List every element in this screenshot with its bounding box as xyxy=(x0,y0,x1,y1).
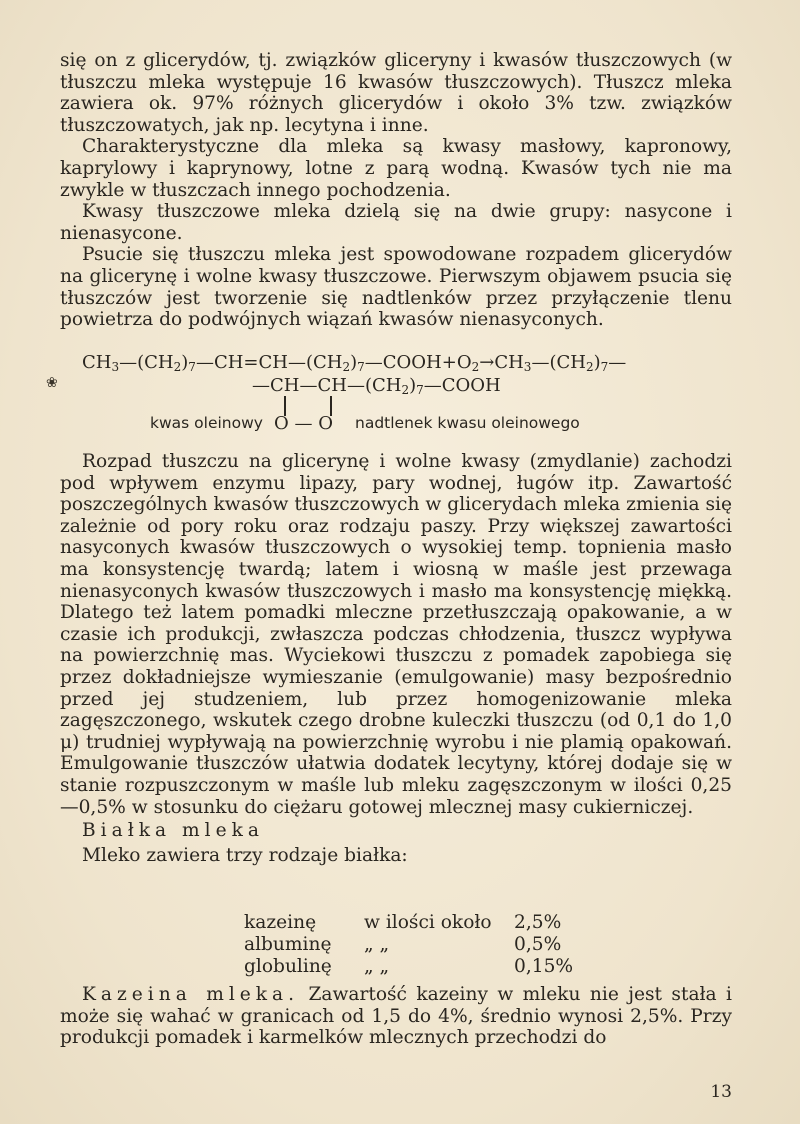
paragraph-protein-intro: Mleko zawiera trzy rodzaje białka: xyxy=(82,844,408,866)
page-number: 13 xyxy=(710,1082,732,1102)
body-text-lower xyxy=(60,451,732,866)
body-text xyxy=(60,50,732,331)
table-row: albuminę „ „ 0,5% xyxy=(244,934,562,955)
chemical-equation-line-2: $—CH—CH—(CH_2)_7—COOH$ xyxy=(252,375,501,397)
paragraph-spoilage: Psucie się tłuszczu mleka jest spowodowane rozpadem glicerydów na glicerynę i wolne kwasy tłuszczowe. Pierwszym objawem psucia się tłuszczów jest tworzenie się nadtlenków przez przyłączenie tlenu powietrza do podwójnych wiązań kwasów nienasyconych. xyxy=(60,244,732,331)
peroxide-bridge: O — O xyxy=(274,413,333,434)
body-text-casein xyxy=(60,984,732,1049)
protein-table xyxy=(244,912,573,978)
margin-mark: ❀ xyxy=(46,375,58,391)
label-oleic-acid: kwas oleinowy xyxy=(150,414,263,432)
chemical-equation-line-1: $CH_3—(CH_2)_7—CH=CH—(CH_2)_7—COOH+O_2\to CH_3—(CH_2)_7—$ xyxy=(82,352,627,374)
paragraph-fat-breakdown: Rozpad tłuszczu na glicerynę i wolne kwasy (zmydlanie) zachodzi pod wpływem enzymu lipazy, pary wodnej, ługów itp. Zawartość poszczególnych kwasów tłuszczowych w glicerydach mleka zmienia się zależnie od pory roku oraz rodzaju paszy. Przy większej zawartości nasyconych kwasów tłuszczowych o wysokiej temp. topnienia masło ma konsystencję twardą; latem i wiosną w maśle jest przewaga nienasyconych kwasów tłuszczowych i masło ma konsystencję miękką. Dlatego też latem pomadki mleczne przetłuszczają opakowanie, a w czasie ich produkcji, zwłaszcza podczas chłodzenia, tłuszcz wypływa na powierzchnię mas. Wyciekowi tłuszczu z pomadek zapobiega się przez dokładniejsze wymieszanie (emulgowanie) masy bezpośrednio przed jej studzeniem, lub przez homogenizowanie mleka zagęszczonego, wskutek czego drobne kuleczki tłuszczu (od 0,1 do 1,0 μ) trudniej wypływają na powierzchnię wyrobu i nie plamią opakowań. Emulgowanie tłuszczów ułatwia dodatek lecytyny, której dodaje się w stanie rozpuszczonym w maśle lub mleku zagęszczonym w ilości 0,25—0,5% w stosunku do ciężaru gotowej mlecznej masy cukierniczej. xyxy=(60,451,732,818)
table-row: kazeinę w ilości około 2,5% xyxy=(244,912,562,933)
section-heading-proteins: Białka mleka xyxy=(82,820,264,842)
table-row: globulinę „ „ 0,15% xyxy=(244,956,574,977)
paragraph-characteristic-acids: Charakterystyczne dla mleka są kwasy masłowy, kapronowy, kaprylowy i kaprynowy, lotne z parą wodną. Kwasów tych nie ma zwykle w tłuszczach innego pochodzenia. xyxy=(60,136,732,201)
paragraph-casein: Kazeina mleka. Zawartość kazeiny w mleku nie jest stała i może się wahać w granicach od 1,5 do 4%, średnio wynosi 2,5%. Przy produkcji pomadek i karmelków mlecznych przechodzi do xyxy=(60,984,732,1049)
section-heading-casein: Kazeina mleka. xyxy=(82,984,300,1005)
paragraph-acid-groups: Kwasy tłuszczowe mleka dzielą się na dwie grupy: nasycone i nienasycone. xyxy=(60,201,732,244)
label-oleic-peroxide: nadtlenek kwasu oleinowego xyxy=(355,414,580,432)
paragraph-fat-composition: się on z glicerydów, tj. związków gliceryny i kwasów tłuszczowych (w tłuszczu mleka występuje 16 kwasów tłuszczowych). Tłuszcz mleka zawiera ok. 97% różnych glicerydów i około 3% tzw. związków tłuszczowatych, jak np. lecytyna i inne. xyxy=(60,50,732,136)
